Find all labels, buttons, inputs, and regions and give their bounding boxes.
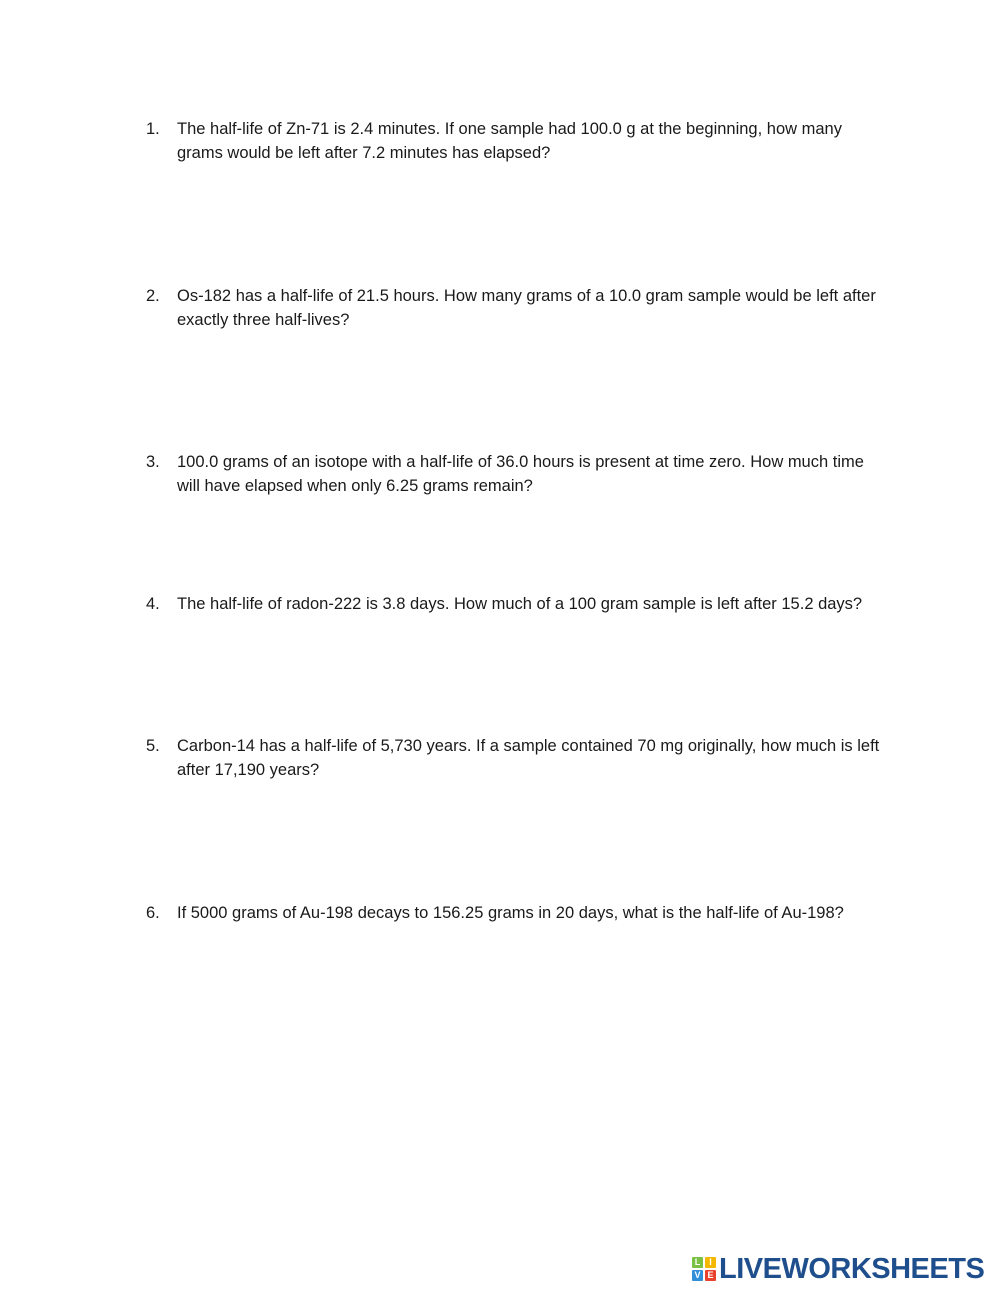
liveworksheets-logo (692, 1252, 985, 1285)
logo-wordmark: LIVEWORKSHEETS (719, 1252, 985, 1285)
logo-tile: E (705, 1270, 716, 1281)
question-number: 3. (146, 453, 160, 471)
logo-tile: I (705, 1257, 716, 1268)
question-1 (146, 117, 886, 165)
question-5 (146, 734, 886, 782)
question-4 (146, 592, 886, 616)
question-number: 4. (146, 595, 160, 613)
logo-tile: L (692, 1257, 703, 1268)
question-6 (146, 901, 886, 925)
question-text: Carbon-14 has a half-life of 5,730 years. If a sample contained 70 mg originally, how much is left after 17,190 years? (177, 737, 880, 779)
question-number: 5. (146, 737, 160, 755)
question-text: The half-life of radon-222 is 3.8 days. How much of a 100 gram sample is left after 15.2 days? (177, 595, 863, 613)
question-number: 1. (146, 120, 160, 138)
question-text: 100.0 grams of an isotope with a half-life of 36.0 hours is present at time zero. How much time will have elapsed when only 6.25 grams remain? (177, 453, 864, 495)
logo-tiles-icon (692, 1257, 716, 1281)
question-number: 6. (146, 904, 160, 922)
question-number: 2. (146, 287, 160, 305)
question-text: If 5000 grams of Au-198 decays to 156.25 grams in 20 days, what is the half-life of Au-198? (177, 904, 844, 922)
question-2 (146, 284, 886, 332)
question-text: The half-life of Zn-71 is 2.4 minutes. If one sample had 100.0 g at the beginning, how many grams would be left after 7.2 minutes has elapsed? (177, 120, 842, 162)
logo-tile: V (692, 1270, 703, 1281)
question-text: Os-182 has a half-life of 21.5 hours. How many grams of a 10.0 gram sample would be left after exactly three half-lives? (177, 287, 876, 329)
question-3 (146, 450, 886, 498)
